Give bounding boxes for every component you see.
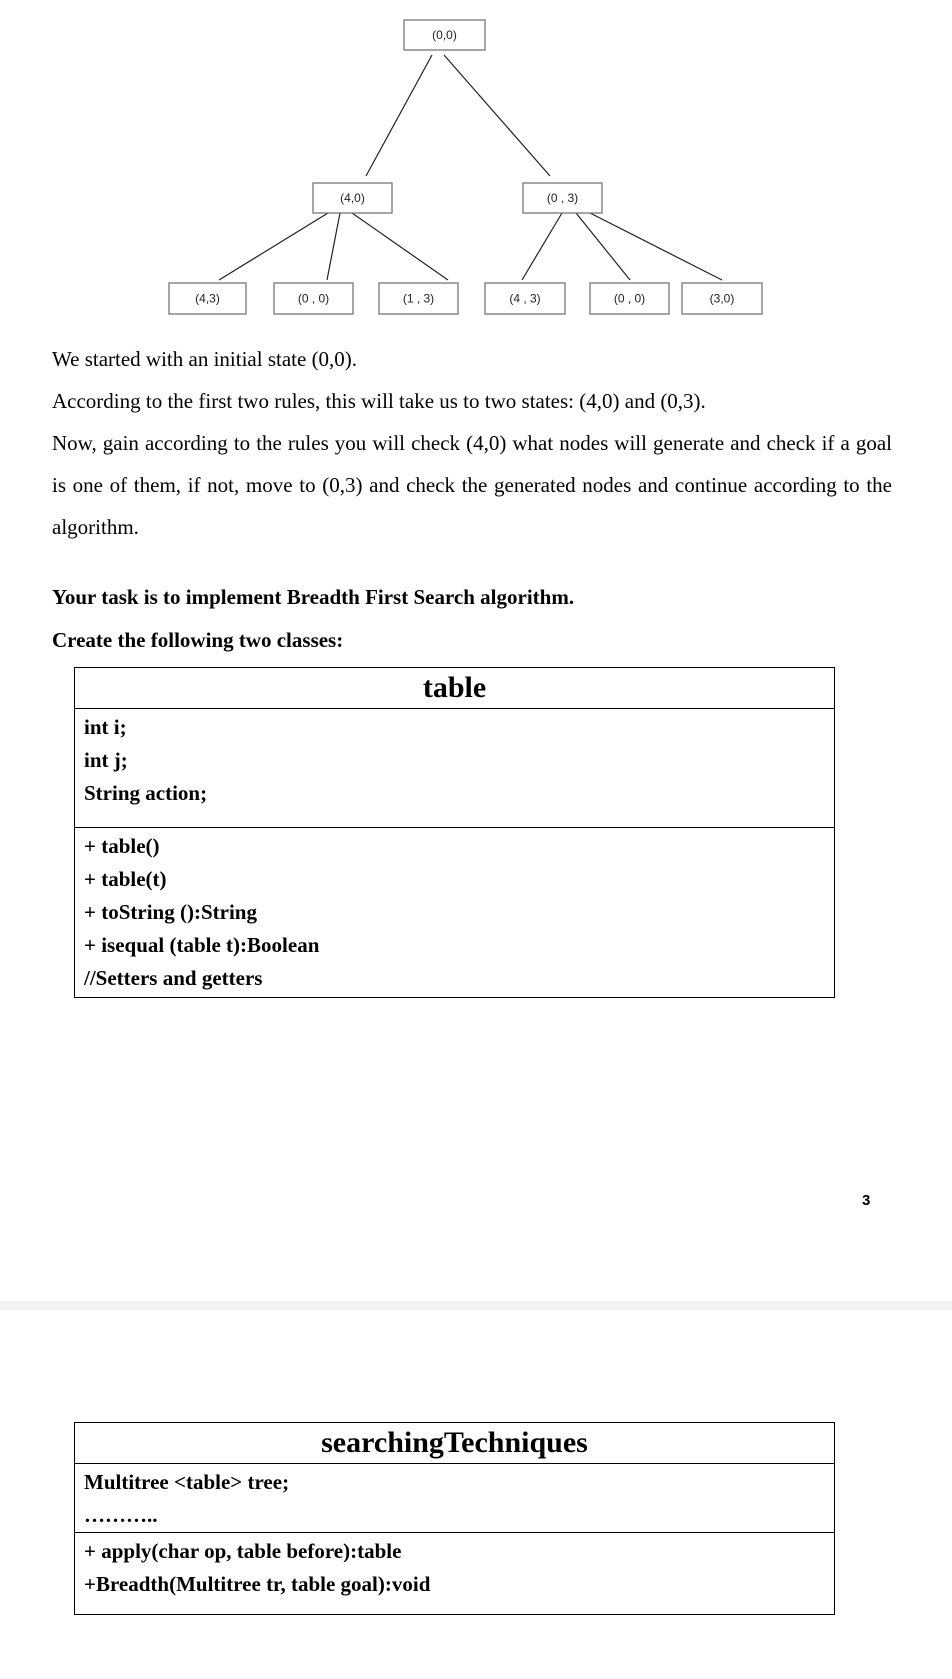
attribute: int j; — [84, 748, 128, 772]
method: //Setters and getters — [84, 966, 263, 990]
state-tree-diagram — [0, 0, 952, 330]
tree-edge — [576, 213, 630, 280]
tree-node-label: (0,0) — [432, 28, 457, 42]
attribute: ……….. — [84, 1503, 158, 1527]
attributes-section — [75, 1464, 834, 1532]
class-name: searchingTechniques — [75, 1423, 834, 1464]
task-heading: Your task is to implement Breadth First Search algorithm. — [52, 585, 575, 609]
tree-node — [313, 183, 392, 213]
tree-edge — [352, 213, 448, 280]
method: + table(t) — [84, 867, 167, 891]
tree-node-label: (0 , 3) — [546, 191, 579, 205]
tree-node-label: (1 , 3) — [402, 291, 435, 306]
class-name: table — [75, 668, 834, 709]
tree-node-label: (3,0) — [709, 291, 735, 306]
method: + toString ():String — [84, 900, 257, 924]
attributes-section — [75, 709, 834, 827]
tree-node — [169, 283, 246, 314]
method: + table() — [84, 834, 160, 858]
tree-node — [379, 283, 458, 314]
tree-edge — [219, 213, 328, 280]
tree-edges — [219, 55, 722, 280]
classes-heading: Create the following two classes: — [52, 628, 344, 652]
tree-node — [590, 283, 669, 314]
tree-edge — [590, 213, 722, 280]
tree-node — [682, 283, 762, 314]
page-number: 3 — [862, 1192, 871, 1209]
tree-node — [404, 20, 485, 50]
methods-section — [75, 1532, 834, 1614]
attribute: int i; — [84, 715, 127, 739]
uml-class-searching-techniques — [74, 1422, 835, 1615]
tree-node-label: (4,0) — [340, 191, 365, 205]
tree-node — [274, 283, 353, 314]
method: +Breadth(Multitree tr, table goal):void — [84, 1572, 431, 1596]
check-paragraph: Now, gain according to the rules you will check (4,0) what nodes will generate and check if a goal is one of them, if not, move to (0,3) and check the generated nodes and continue according to the algorithm. — [52, 431, 892, 539]
method: + isequal (table t):Boolean — [84, 933, 320, 957]
tree-node-label: (0 , 0) — [297, 291, 330, 306]
tree-edge — [366, 55, 432, 176]
uml-class-table — [74, 667, 835, 998]
tree-node — [523, 183, 602, 213]
attribute: String action; — [84, 781, 208, 805]
rules-paragraph: According to the first two rules, this will take us to two states: (4,0) and (0,3). — [52, 389, 706, 413]
page-break — [0, 1301, 952, 1310]
methods-section — [75, 827, 834, 997]
method: + apply(char op, table before):table — [84, 1539, 402, 1563]
intro-paragraph: We started with an initial state (0,0). — [52, 347, 358, 371]
tree-node-label: (4,3) — [195, 291, 220, 306]
tree-node-label: (4 , 3) — [509, 291, 541, 306]
tree-node-label: (0 , 0) — [613, 291, 646, 306]
tree-edge — [444, 55, 550, 176]
tree-node — [485, 283, 565, 314]
tree-edge — [522, 213, 562, 280]
attribute: Multitree <table> tree; — [84, 1470, 290, 1494]
tree-edge — [327, 213, 340, 280]
tree-nodes — [169, 20, 762, 314]
